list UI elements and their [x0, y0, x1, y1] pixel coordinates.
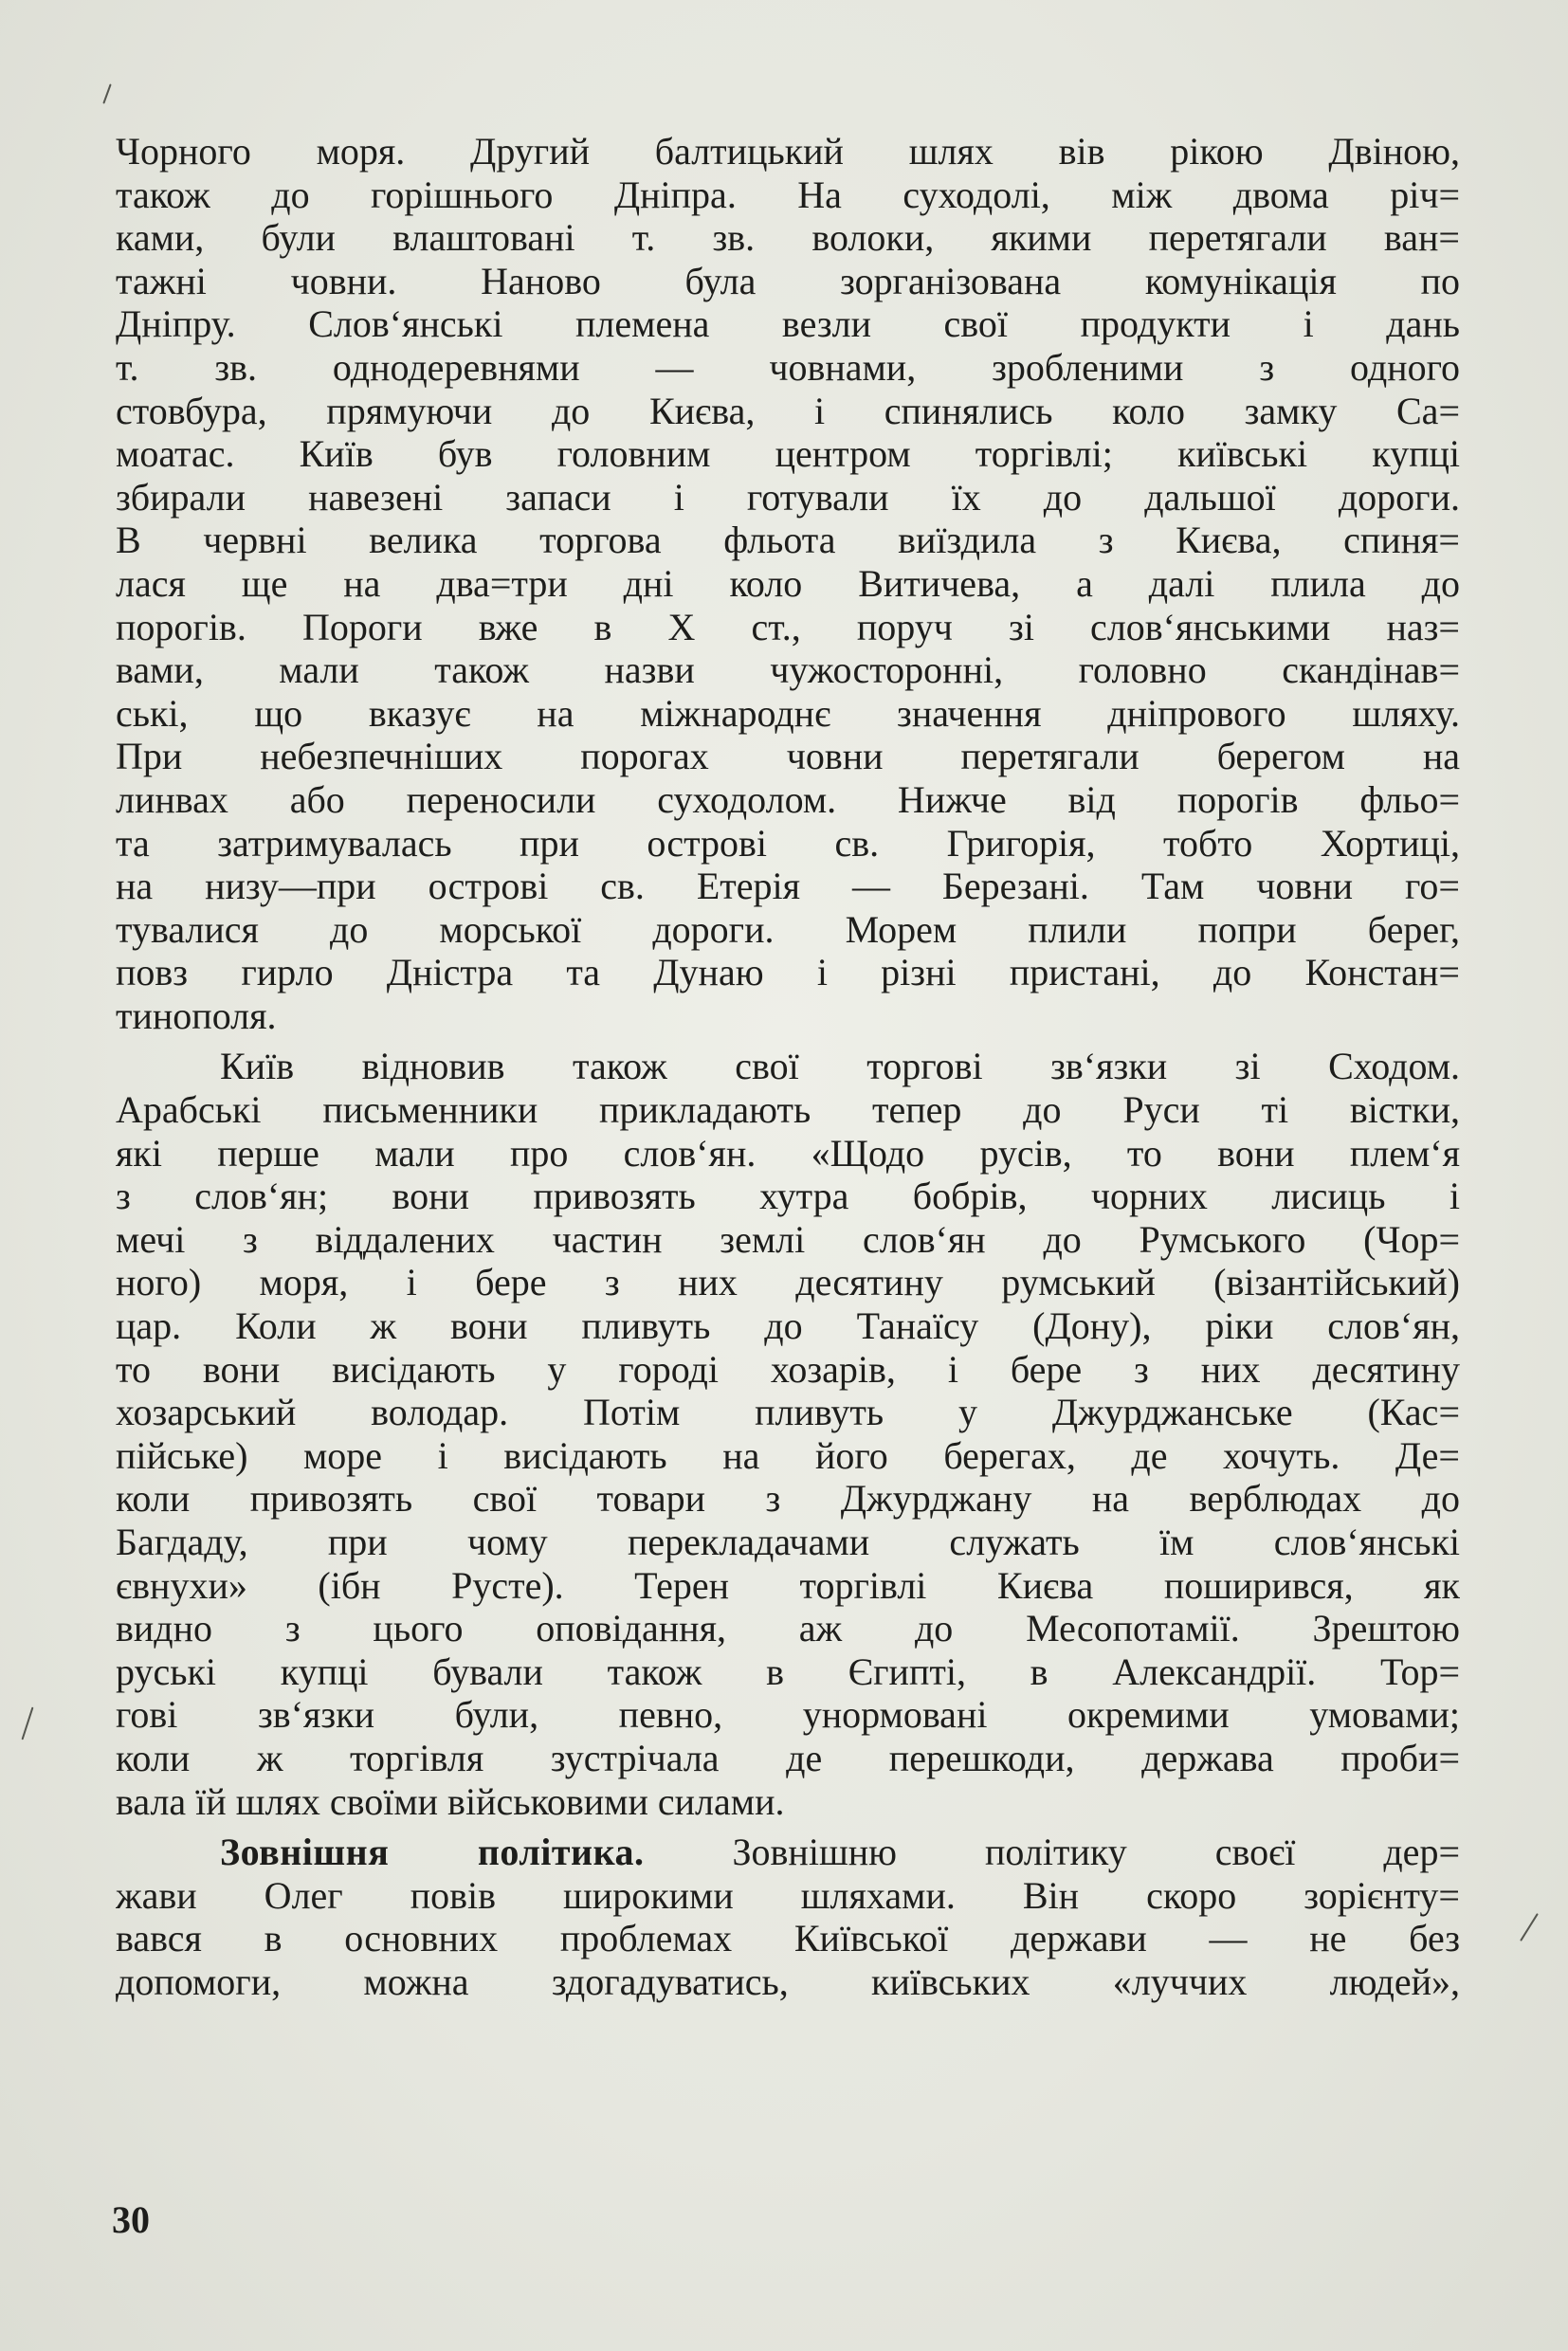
paragraph-gap: [116, 1037, 1460, 1045]
text-line: В червні велика торгова фльота виїздила з Києва, спиня=: [116, 519, 1460, 562]
paragraph-gap: [116, 1823, 1460, 1831]
text-line: пійське) море і висідають на його берегах, де хочуть. Де=: [116, 1433, 1460, 1477]
text-line: Дніпру. Слов‘янські племена везли свої продукти і дань: [116, 302, 1460, 346]
text-line: руські купці бували також в Єгипті, в Александрії. Тор=: [116, 1649, 1460, 1693]
text-line: моатас. Київ був головним центром торгівлі; київські купці: [116, 432, 1460, 476]
text-line: вала їй шлях своїми військовими силами.: [116, 1779, 785, 1823]
text-line: вами, мали також назви чужосторонні, головно скандінав=: [116, 648, 1460, 692]
text-line: гові зв‘язки були, певно, унормовані окремими умовами;: [116, 1693, 1460, 1737]
text-line: то вони висідають у городі хозарів, і бере з них десятину: [116, 1347, 1460, 1391]
scan-mark: [21, 1707, 33, 1740]
text-line: порогів. Пороги вже в Х ст., поруч зі слов‘янськими наз=: [116, 605, 1460, 648]
section-heading: Зовнішня політика.: [220, 1831, 645, 1874]
text-line: які перше мали про слов‘ян. «Щодо русів, то вони плем‘я: [116, 1131, 1460, 1175]
text-line: збирали навезені запаси і готували їх до дальшої дороги.: [116, 475, 1460, 519]
text-line: Київ відновив також свої торгові зв‘язки зі Сходом.: [220, 1045, 1460, 1088]
text-line: При небезпечніших порогах човни перетягали берегом на: [116, 735, 1460, 778]
text-line: тинополя.: [116, 993, 277, 1037]
text-line: т. зв. однодеревнями — човнами, зробленими з одного: [116, 345, 1460, 389]
text-line: тувалися до морської дороги. Морем плили попри берег,: [116, 907, 1460, 951]
text-line: лася ще на два=три дні коло Витичева, а далі плила до: [116, 561, 1460, 605]
text-line: [116, 1831, 1460, 1874]
text-line: вався в основних проблемах Київської держави — не без: [116, 1917, 1460, 1960]
text-line: хозарський володар. Потім пливуть у Джурджанське (Кас=: [116, 1391, 1460, 1434]
text-line: допомоги, можна здогадуватись, київських «луччих людей»,: [116, 1959, 1460, 2003]
text-line: коли ж торгівля зустрічала де перешкоди, держава проби=: [116, 1736, 1460, 1779]
text-line: також до горішнього Дніпра. На суходолі, між двома річ=: [116, 173, 1460, 216]
text-line: ками, були влаштовані т. зв. волоки, якими перетягали ван=: [116, 216, 1460, 260]
text-line: на низу—при острові св. Етерія — Березані. Там човни го=: [116, 865, 1460, 908]
paragraph-trade-routes: [116, 130, 1460, 1037]
heading-line-rest: Зовнішню політику своєї дер=: [644, 1831, 1460, 1874]
paragraph-foreign-policy: [116, 1831, 1460, 2003]
text-line: мечі з віддалених частин землі слов‘ян до Румського (Чор=: [116, 1217, 1460, 1261]
scan-mark: [102, 83, 111, 103]
body-text: [116, 130, 1460, 2004]
text-line: з слов‘ян; вони привозять хутра бобрів, чорних лисиць і: [116, 1175, 1460, 1218]
text-line: стовбура, прямуючи до Києва, і спинялись коло замку Са=: [116, 389, 1460, 432]
text-line: ного) моря, і бере з них десятину румський (візантійський): [116, 1261, 1460, 1304]
text-line: цар. Коли ж вони пливуть до Танаїсу (Дону), ріки слов‘ян,: [116, 1304, 1460, 1348]
text-line: жави Олег повів широкими шляхами. Він скоро зорієнту=: [116, 1873, 1460, 1917]
text-line: Чорного моря. Другий балтицький шлях вів рікою Двіною,: [116, 130, 1460, 173]
page-number: 30: [112, 2198, 150, 2241]
text-line: та затримувалась при острові св. Григорія, тобто Хортиці,: [116, 821, 1460, 865]
text-line: видно з цього оповідання, аж до Месопотамії. Зрештою: [116, 1607, 1460, 1650]
text-line: ські, що вказує на міжнароднє значення дніпрового шляху.: [116, 691, 1460, 735]
text-line: Арабські письменники прикладають тепер до Руси ті вістки,: [116, 1088, 1460, 1132]
text-line: тажні човни. Наново була зорганізована комунікація по: [116, 259, 1460, 302]
scan-mark: [1520, 1913, 1539, 1941]
text-line: повз гирло Дністра та Дунаю і різні пристані, до Констан=: [116, 951, 1460, 994]
text-line: коли привозять свої товари з Джурджану на верблюдах до: [116, 1477, 1460, 1521]
paragraph-east-trade: [116, 1045, 1460, 1823]
text-line: линвах або переносили суходолом. Нижче від порогів фльо=: [116, 777, 1460, 821]
text-line: євнухи» (ібн Русте). Терен торгівлі Києва поширився, як: [116, 1563, 1460, 1607]
text-line: Багдаду, при чому перекладачами служать їм слов‘янські: [116, 1521, 1460, 1563]
